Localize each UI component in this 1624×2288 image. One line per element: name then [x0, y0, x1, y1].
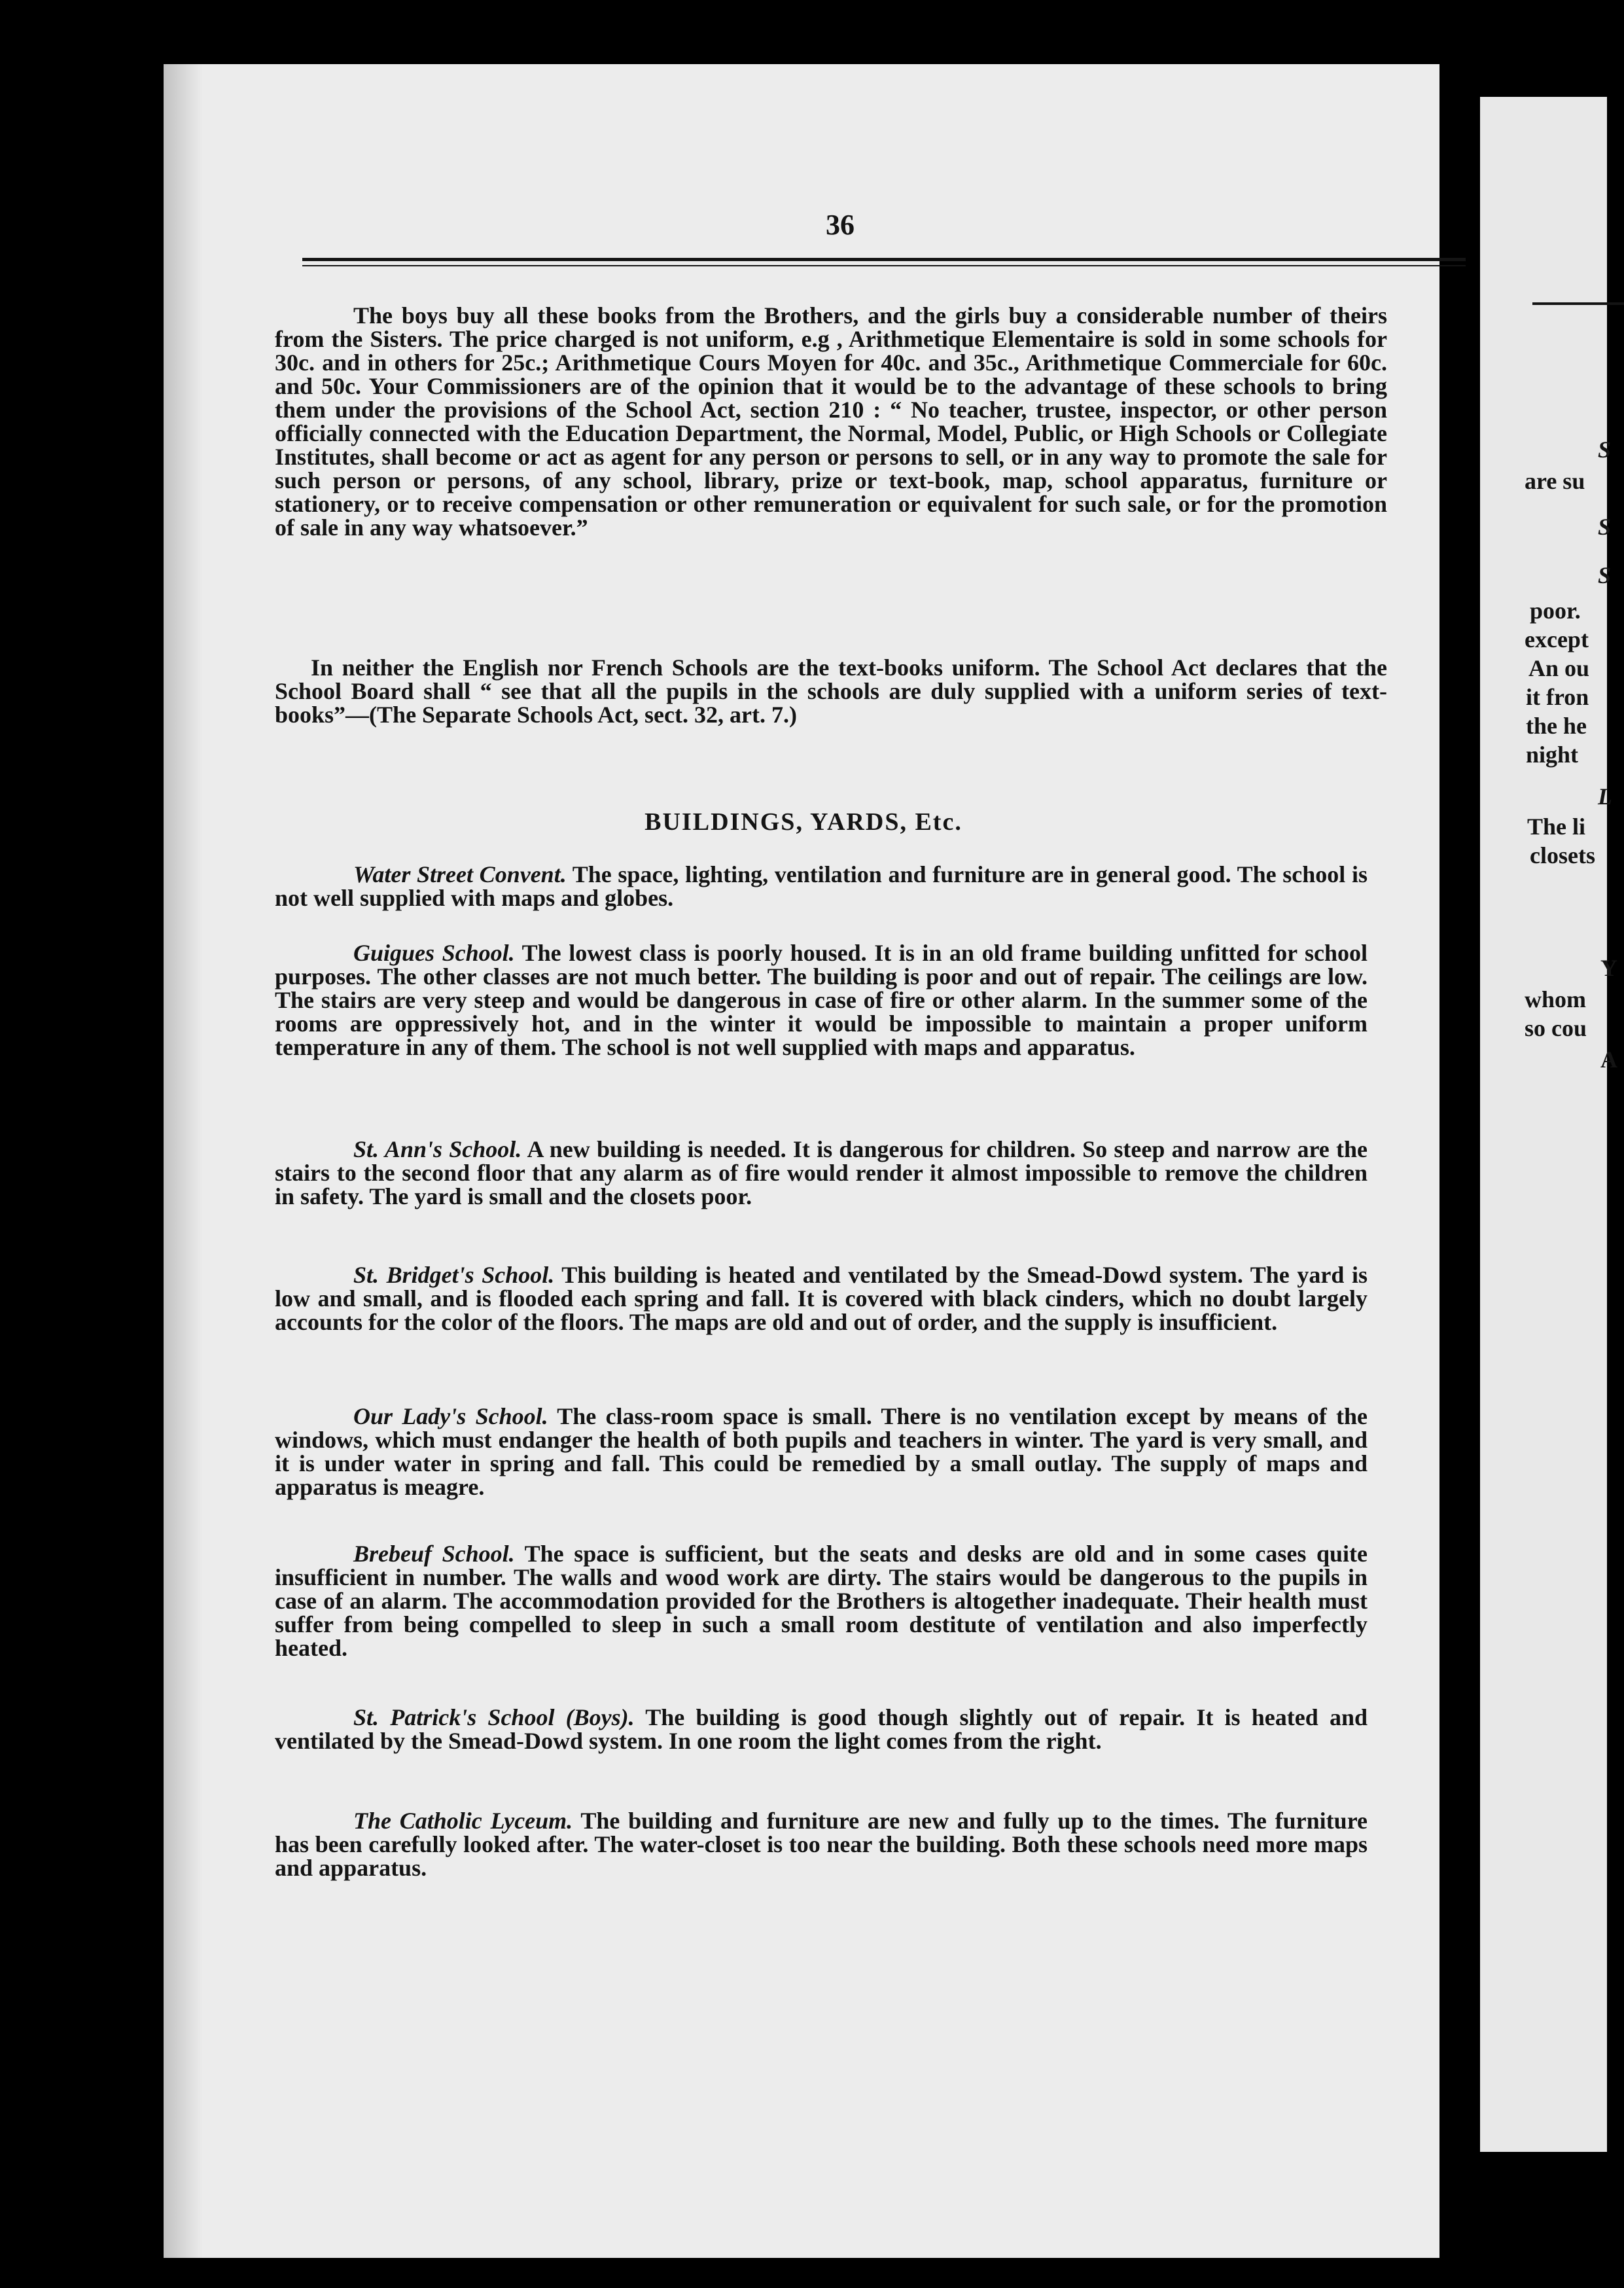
school-name: Brebeuf School.	[353, 1541, 515, 1567]
school-description: A new building is needed. It is dangerous for children. So steep and narrow are the stairs to the second floor that any alarm as of fire would render it almost impossible to remove the children in safety. The yard is small and the closets poor.	[275, 1136, 1368, 1209]
facing-page	[1480, 97, 1617, 2152]
school-name: The Catholic Lyceum.	[353, 1808, 573, 1834]
school-name: St. Patrick's School (Boys).	[353, 1704, 635, 1730]
school-description: This building is heated and ventilated by the Smead-Dowd system. The yard is low and small, and is flooded each spring and fall. It is covered with black cinders, which no doubt largely accounts for the color of the floors. The maps are old and out of order, and the supply is insufficient.	[275, 1262, 1368, 1335]
school-entry-guigues	[275, 941, 1368, 1059]
page-number: 36	[826, 209, 855, 241]
school-entry-st-bridget	[275, 1263, 1368, 1334]
school-description: The space, lighting, ventilation and furniture are in general good. The school is not well supplied with maps and globes.	[275, 861, 1368, 911]
page-gutter-shadow	[164, 64, 203, 2258]
school-description: The lowest class is poorly housed. It is in an old frame building unfitted for school purposes. The other classes are not much better. The building is poor and out of repair. The ceilings are low. The stairs are very steep and would be dangerous in case of fire or other alarm. In the summer some of the rooms are oppressively hot, and in the winter it would be impossible to maintain a proper uniform temperature in any of them. The school is not well supplied with maps and apparatus.	[275, 940, 1368, 1060]
facing-fragment: The li	[1527, 813, 1586, 840]
school-entry-water-street	[275, 863, 1368, 910]
body-paragraph-uniformity	[275, 656, 1387, 726]
body-paragraph-textbooks	[275, 304, 1387, 539]
facing-fragment: night	[1526, 742, 1579, 768]
facing-fragment: S	[1598, 437, 1612, 463]
school-description: The class-room space is small. There is no ventilation except by means of the windows, which must endanger the health of both pupils and teachers in winter. The yard is very small, and it is under water in spring and fall. This could be remedied by a small outlay. The supply of maps and apparatus is meagre.	[275, 1403, 1368, 1500]
school-description: The building and furniture are new and fully up to the times. The furniture has been carefully looked after. The water-closet is too near the building. Both these schools need more maps and apparatus.	[275, 1808, 1368, 1881]
school-entry-brebeuf	[275, 1542, 1368, 1660]
facing-fragment: closets	[1530, 842, 1595, 868]
school-description: The space is sufficient, but the seats and desks are old and in some cases quite insufficient in number. The walls and wood work are dirty. The stairs would be dangerous to the pupils in case of an alarm. The accommodation provided for the Brothers is altogether inadequate. Their health must suffer from being compelled to sleep in such a small room destitute of ventilation and also imperfectly heated.	[275, 1541, 1368, 1661]
header-rule-thick	[302, 258, 1466, 261]
facing-page-rule	[1532, 302, 1624, 305]
school-name: Our Lady's School.	[353, 1403, 548, 1429]
header-rule-thin	[302, 265, 1466, 266]
facing-fragment: except	[1525, 626, 1589, 652]
paragraph-text: The boys buy all these books from the Brothers, and the girls buy a considerable number of theirs from the Sisters. The price charged is not uniform, e.g , Arithmetique Elementaire is sold in some schools for 30c. and in others for 25c.; Arithmetique Cours Moyen for 40c. and 35c., Arithmetique Commerciale for 60c. and 50c. Your Commissioners are of the opinion that it would be to the advantage of these schools to bring them under the provisions of the School Act, section 210 : “ No teacher, trustee, inspector, or other person officially connected with the Education Department, the Normal, Model, Public, or High Schools or Collegiate Institutes, shall become or act as agent for any person or persons to sell, or in any way to promote the sale for such person or persons, of any school, library, prize or text-book, map, school apparatus, furniture or stationery, or to receive compensation or other remuneration or equivalent for such sale, or for the promotion of sale in any way whatsoever.”	[275, 302, 1387, 541]
facing-fragment: whom	[1525, 986, 1587, 1012]
facing-fragment: it fron	[1526, 684, 1589, 710]
school-name: Guigues School.	[353, 940, 515, 966]
facing-fragment: are su	[1525, 468, 1585, 494]
facing-fragment: L	[1598, 783, 1612, 810]
school-entry-st-ann	[275, 1137, 1368, 1208]
facing-fragment: Y	[1600, 955, 1617, 981]
facing-fragment: S	[1598, 562, 1612, 588]
facing-fragment: poor.	[1530, 598, 1581, 624]
school-entry-st-patrick	[275, 1706, 1368, 1753]
school-name: Water Street Convent.	[353, 861, 567, 887]
facing-fragment: so cou	[1525, 1015, 1587, 1041]
school-name: St. Ann's School.	[353, 1136, 522, 1162]
school-name: St. Bridget's School.	[353, 1262, 555, 1288]
facing-fragment: An ou	[1528, 655, 1590, 681]
school-entry-our-lady	[275, 1404, 1368, 1499]
facing-fragment: A	[1600, 1046, 1617, 1073]
section-heading: BUILDINGS, YARDS, Etc.	[644, 808, 962, 836]
school-entry-catholic-lyceum	[275, 1809, 1368, 1880]
school-description: The building is good though slightly out of repair. It is heated and ventilated by the Smead-Dowd system. In one room the light comes from the right.	[275, 1704, 1368, 1754]
facing-fragment: the he	[1526, 713, 1587, 739]
facing-fragment: S	[1598, 514, 1612, 540]
paragraph-text: In neither the English nor French Schools are the text-books uniform. The School Act declares that the School Board shall “ see that all the pupils in the schools are duly supplied with a uniform series of text-books”—(The Separate Schools Act, sect. 32, art. 7.)	[275, 654, 1387, 728]
